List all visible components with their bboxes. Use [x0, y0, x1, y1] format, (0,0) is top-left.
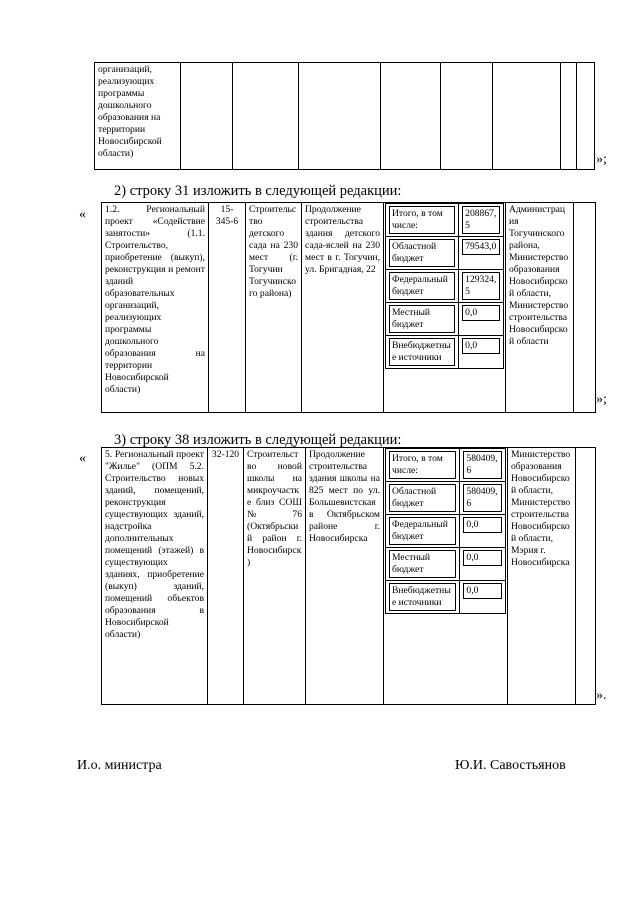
- section3-end-mark: ».: [596, 688, 607, 703]
- section3-table: [101, 447, 596, 705]
- section3-open-mark: «: [79, 451, 86, 466]
- finance-row: Областной бюджет 79543,0: [386, 237, 504, 270]
- finance-row: Областной бюджет 580409,6: [386, 482, 506, 515]
- finance-row: Федеральный бюджет 0,0: [386, 515, 506, 548]
- finance-row: Федеральный бюджет 129324,5: [386, 270, 504, 303]
- section2-name: 1.2. Региональный проект «Содействие занятости» (1.1. Строительство, приобретение (выкуп), реконструкция и ремонт зданий образовательных организаций, реализующих программы дошкольного образования на территории Новосибирской области): [102, 203, 209, 413]
- section2-measure: Продолжение строительства здания детского сада-яслей на 230 мест в г. Тогучин, ул. Бригадная, 22: [302, 203, 384, 413]
- finance-row: Итого, в том числе: 208867,5: [386, 204, 504, 237]
- section3-measure: Продолжение строительства здания школы на 825 мест по ул. Большевистская в Октябрьском районе г. Новосибирска: [306, 448, 384, 705]
- signature-position: И.о. министра: [77, 758, 162, 773]
- top-fragment-table: [94, 62, 595, 170]
- top-fragment-name: организаций, реализующих программы дошкольного образования на территории Новосибирской области): [95, 63, 181, 170]
- section2-end-mark: »;: [596, 392, 607, 407]
- section2-code: 15-345-6: [209, 203, 246, 413]
- finance-row: Итого, в том числе: 580409,6: [386, 449, 506, 482]
- section3-executor: Министерство образования Новосибирской области, Министерство строительства Новосибирской области, Мэрия г. Новосибирска: [508, 448, 576, 705]
- section2-finance: [384, 203, 506, 413]
- section2-heading: 2) строку 31 изложить в следующей редакции:: [114, 183, 402, 199]
- signature-name: Ю.И. Савостьянов: [455, 758, 566, 773]
- finance-row: Местный бюджет 0,0: [386, 303, 504, 336]
- section3-code: 32-120: [208, 448, 244, 705]
- finance-row: Внебюджетные источники 0,0: [386, 336, 504, 369]
- section3-heading: 3) строку 38 изложить в следующей редакции:: [114, 432, 402, 448]
- finance-row: Местный бюджет 0,0: [386, 548, 506, 581]
- finance-row: Внебюджетные источники 0,0: [386, 581, 506, 614]
- section2-open-mark: «: [79, 207, 86, 222]
- section2-executor: Администрация Тогучинского района, Министерство образования Новосибирской области, Министерство строительства Новосибирской области: [506, 203, 574, 413]
- section3-name: 5. Региональный проект "Жилье" (ОПМ 5.2. Строительство новых зданий, помещений, реконструкция существующих зданий, надстройка дополнительных помещений (этажей) в существующих зданиях, приобретение (выкуп) зданий, помещений объектов образования в Новосибирской области): [102, 448, 208, 705]
- section3-object: Строительство новой школы на микроучастке близ СОШ № 76 (Октябрьский район г. Новосибирск): [244, 448, 306, 705]
- section2-table: [101, 202, 596, 413]
- top-fragment-end-mark: »;: [596, 152, 607, 167]
- section2-object: Строительство детского сада на 230 мест (г. Тогучин Тогучинского района): [246, 203, 302, 413]
- section3-finance: [384, 448, 508, 705]
